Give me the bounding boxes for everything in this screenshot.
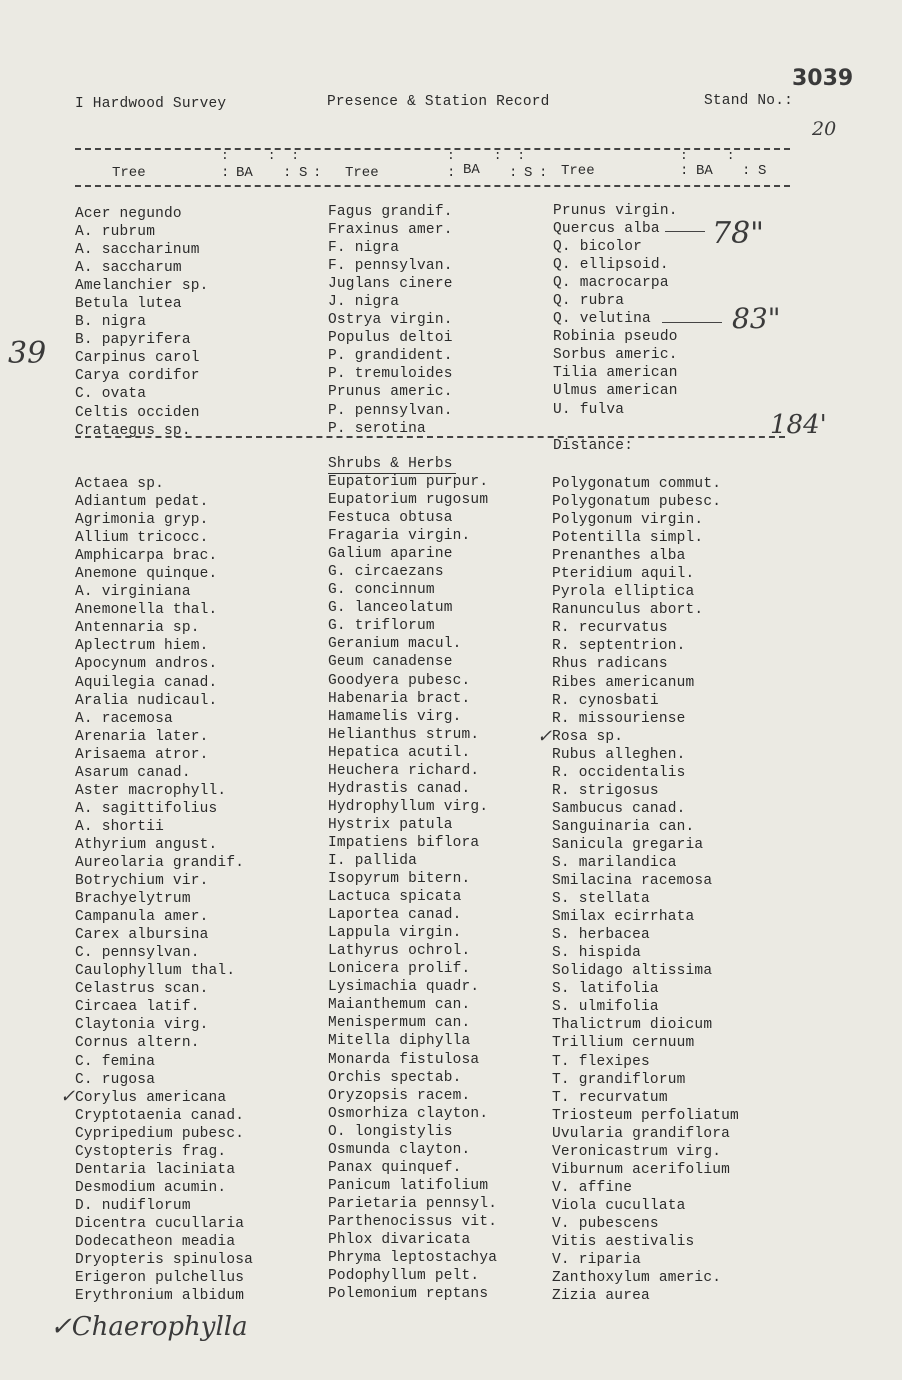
col-header-tree-2: Tree xyxy=(345,165,379,181)
list-item: Monarda fistulosa xyxy=(328,1051,480,1068)
list-item: Zanthoxylum americ. xyxy=(552,1270,722,1287)
list-item: Cypripedium pubesc. xyxy=(75,1125,245,1142)
list-item: V. pubescens xyxy=(552,1215,659,1232)
list-item: Sanguinaria can. xyxy=(552,818,695,835)
list-item: Aureolaria grandif. xyxy=(75,854,245,871)
list-item: S. marilandica xyxy=(552,854,677,871)
list-item: A. saccharum xyxy=(75,260,182,277)
list-item: Oryzopsis racem. xyxy=(328,1087,471,1104)
handwritten-note-velutina: 83" xyxy=(732,302,781,335)
herbs-column-2 xyxy=(328,473,497,1303)
list-item: Caulophyllum thal. xyxy=(75,963,236,980)
list-item: Parietaria pennsyl. xyxy=(328,1195,498,1212)
list-item: Robinia pseudo xyxy=(553,329,678,346)
list-item: Populus deltoi xyxy=(328,330,453,347)
list-item: Corylus americana xyxy=(75,1089,227,1106)
list-item: G. circaezans xyxy=(328,564,444,581)
header-rule-bottom xyxy=(75,185,790,187)
list-item: A. shortii xyxy=(75,818,165,835)
list-item: Asarum canad. xyxy=(75,764,191,781)
list-item: Cystopteris frag. xyxy=(75,1143,227,1160)
list-item: Uvularia grandiflora xyxy=(552,1125,731,1142)
list-item: Heuchera richard. xyxy=(328,762,480,779)
list-item: Pteridium aquil. xyxy=(552,566,695,583)
list-item: Trillium cernuum xyxy=(552,1035,695,1052)
herbs-column-1 xyxy=(75,475,253,1305)
list-item: Carya cordifor xyxy=(75,368,200,385)
section-rule xyxy=(75,436,785,438)
list-item: Brachyelytrum xyxy=(75,891,191,908)
list-item: Festuca obtusa xyxy=(328,510,453,527)
list-item: Smilax ecirrhata xyxy=(552,909,695,926)
list-item: Hystrix patula xyxy=(328,816,453,833)
list-item: S. ulmifolia xyxy=(552,999,659,1016)
list-item: C. ovata xyxy=(75,386,147,403)
list-item: A. virginiana xyxy=(75,584,191,601)
list-item: Habenaria bract. xyxy=(328,690,471,707)
handwritten-addition: ✓Chaerophylla xyxy=(50,1312,248,1342)
list-item: Actaea sp. xyxy=(75,476,165,492)
list-item: Laportea canad. xyxy=(328,907,462,924)
list-item: Hamamelis virg. xyxy=(328,708,462,725)
list-item: Zizia aurea xyxy=(552,1288,650,1305)
list-item: Menispermum can. xyxy=(328,1015,471,1032)
list-item: Podophyllum pelt. xyxy=(328,1268,480,1285)
list-item: Q. ellipsoid. xyxy=(553,257,669,274)
check-mark-icon: ✓ xyxy=(60,1086,76,1107)
list-item: Cryptotaenia canad. xyxy=(75,1107,245,1124)
col-header-s-2: S xyxy=(524,165,533,181)
list-item: G. lanceolatum xyxy=(328,600,453,617)
list-item: Fragaria virgin. xyxy=(328,528,471,545)
list-item: Helianthus strum. xyxy=(328,726,480,743)
list-item: A. rubrum xyxy=(75,224,156,241)
shrubs-herbs-heading: Shrubs & Herbs xyxy=(328,456,453,472)
list-item: Mitella diphylla xyxy=(328,1033,471,1050)
list-item: D. nudiflorum xyxy=(75,1197,191,1214)
list-item: Q. velutina xyxy=(553,311,651,328)
list-item: Hepatica acutil. xyxy=(328,744,471,761)
list-item: Panax quinquef. xyxy=(328,1159,462,1176)
list-item: Sorbus americ. xyxy=(553,347,678,364)
list-item: Osmunda clayton. xyxy=(328,1141,471,1158)
list-item: Botrychium vir. xyxy=(75,873,209,890)
list-item: Q. rubra xyxy=(553,293,625,310)
list-item: Rubus alleghen. xyxy=(552,746,686,763)
col-header-tree-3: Tree xyxy=(561,163,595,179)
list-item: C. pennsylvan. xyxy=(75,945,200,962)
list-item: Eupatorium rugosum xyxy=(328,492,489,509)
list-item: S. hispida xyxy=(552,945,642,962)
list-item: R. missouriense xyxy=(552,710,686,727)
list-item: Thalictrum dioicum xyxy=(552,1017,713,1034)
list-item: Geranium macul. xyxy=(328,636,462,653)
distance-label: Distance: xyxy=(553,438,634,454)
list-item: Polygonum virgin. xyxy=(552,512,704,529)
list-item: Campanula amer. xyxy=(75,909,209,926)
list-item: Lathyrus ochrol. xyxy=(328,943,471,960)
list-item: I. pallida xyxy=(328,852,418,869)
list-item: F. nigra xyxy=(328,240,400,257)
list-item: Polemonium reptans xyxy=(328,1286,489,1303)
list-item: G. triflorum xyxy=(328,618,435,635)
list-item: Agrimonia gryp. xyxy=(75,512,209,529)
list-item: Claytonia virg. xyxy=(75,1017,209,1034)
list-item: Solidago altissima xyxy=(552,963,713,980)
list-item: G. concinnum xyxy=(328,582,435,599)
col-header-ba-2: BA xyxy=(463,162,480,178)
trees-column-1 xyxy=(75,205,209,440)
list-item: Orchis spectab. xyxy=(328,1069,462,1086)
list-item: Prunus americ. xyxy=(328,384,453,401)
list-item: Sanicula gregaria xyxy=(552,836,704,853)
list-item: Cornus altern. xyxy=(75,1035,200,1052)
list-item: Phlox divaricata xyxy=(328,1231,471,1248)
list-item: P. grandident. xyxy=(328,348,453,365)
list-item: B. nigra xyxy=(75,314,147,331)
trees-column-2 xyxy=(328,203,453,438)
list-item: Phryma leptostachya xyxy=(328,1250,498,1267)
list-item: Celtis occiden xyxy=(75,404,200,421)
list-item: Potentilla simpl. xyxy=(552,530,704,547)
list-item: Ribes americanum xyxy=(552,674,695,691)
herbs-column-3 xyxy=(552,475,739,1305)
list-item: Fraxinus amer. xyxy=(328,222,453,239)
col-header-ba-1: BA xyxy=(236,165,253,181)
list-item: Crataegus sp. xyxy=(75,422,191,439)
list-item: Tilia american xyxy=(553,365,678,382)
stand-no-label: Stand No.: xyxy=(704,93,794,109)
list-item: T. grandiflorum xyxy=(552,1071,686,1088)
list-item: Antennaria sp. xyxy=(75,620,200,637)
list-item: Apocynum andros. xyxy=(75,656,218,673)
list-item: Athyrium angust. xyxy=(75,836,218,853)
list-item: Carex albursina xyxy=(75,927,209,944)
survey-title: I Hardwood Survey xyxy=(75,96,227,112)
list-item: Rhus radicans xyxy=(552,656,668,673)
list-item: Triosteum perfoliatum xyxy=(552,1107,739,1124)
list-item: Prenanthes alba xyxy=(552,548,686,565)
list-item: Impatiens biflora xyxy=(328,834,480,851)
list-item: Veronicastrum virg. xyxy=(552,1143,722,1160)
list-item: Aster macrophyll. xyxy=(75,782,227,799)
list-item: A. racemosa xyxy=(75,710,173,727)
list-item: Isopyrum bitern. xyxy=(328,871,471,888)
list-item: Parthenocissus vit. xyxy=(328,1213,498,1230)
list-item: C. femina xyxy=(75,1053,156,1070)
list-item: Amphicarpa brac. xyxy=(75,548,218,565)
list-item: Hydrophyllum virg. xyxy=(328,798,489,815)
list-item: Goodyera pubesc. xyxy=(328,672,471,689)
list-item: Quercus alba xyxy=(553,221,660,238)
list-item: S. stellata xyxy=(552,891,650,908)
list-item: Panicum latifolium xyxy=(328,1177,489,1194)
list-item: Aralia nudicaul. xyxy=(75,692,218,709)
list-item: Sambucus canad. xyxy=(552,800,686,817)
list-item: Aquilegia canad. xyxy=(75,674,218,691)
list-item: Anemone quinque. xyxy=(75,566,218,583)
list-item: Arisaema atror. xyxy=(75,746,209,763)
list-item: Viburnum acerifolium xyxy=(552,1161,731,1178)
list-item: P. tremuloides xyxy=(328,366,453,383)
list-item: O. longistylis xyxy=(328,1123,453,1140)
list-item: J. nigra xyxy=(328,294,400,311)
list-item: Rosa sp. xyxy=(552,728,624,745)
list-item: Viola cucullata xyxy=(552,1197,686,1214)
list-item: R. septentrion. xyxy=(552,638,686,655)
handwritten-note-quercus-alba: 78" xyxy=(712,216,764,251)
list-item: Carpinus carol xyxy=(75,350,200,367)
list-item: Maianthemum can. xyxy=(328,997,471,1014)
list-item: Ranunculus abort. xyxy=(552,602,704,619)
list-item: Dentaria laciniata xyxy=(75,1161,236,1178)
list-item: P. serotina xyxy=(328,420,426,437)
list-item: Fagus grandif. xyxy=(328,204,453,220)
list-item: R. strigosus xyxy=(552,782,659,799)
list-item: S. latifolia xyxy=(552,981,659,998)
record-title: Presence & Station Record xyxy=(327,94,550,110)
list-item: Vitis aestivalis xyxy=(552,1233,695,1250)
list-item: Circaea latif. xyxy=(75,999,200,1016)
list-item: F. pennsylvan. xyxy=(328,258,453,275)
list-item: Erythronium albidum xyxy=(75,1288,245,1305)
list-item: Osmorhiza clayton. xyxy=(328,1105,489,1122)
list-item: Lonicera prolif. xyxy=(328,961,471,978)
col-header-s-3: S xyxy=(758,163,767,179)
list-item: Juglans cinere xyxy=(328,276,453,293)
list-item: R. recurvatus xyxy=(552,620,668,637)
list-item: Q. bicolor xyxy=(553,239,643,256)
list-item: Adiantum pedat. xyxy=(75,494,209,511)
list-item: Allium tricocc. xyxy=(75,530,209,547)
list-item: Galium aparine xyxy=(328,546,453,563)
list-item: T. flexipes xyxy=(552,1053,650,1070)
list-item: S. herbacea xyxy=(552,927,650,944)
list-item: Celastrus scan. xyxy=(75,981,209,998)
col-header-s-1: S xyxy=(299,165,308,181)
list-item: Arenaria later. xyxy=(75,728,209,745)
list-item: Lysimachia quadr. xyxy=(328,979,480,996)
list-item: R. occidentalis xyxy=(552,764,686,781)
list-item: Desmodium acumin. xyxy=(75,1179,227,1196)
list-item: R. cynosbati xyxy=(552,692,659,709)
list-item: B. papyrifera xyxy=(75,332,191,349)
list-item: Q. macrocarpa xyxy=(553,275,669,292)
handwritten-margin-number: 39 xyxy=(8,336,47,371)
stand-number-stamp: 3039 xyxy=(792,66,854,91)
list-item: Amelanchier sp. xyxy=(75,278,209,295)
list-item: Ulmus american xyxy=(553,383,678,400)
list-item: Lactuca spicata xyxy=(328,889,462,906)
list-item: Anemonella thal. xyxy=(75,602,218,619)
check-mark-icon: ✓ xyxy=(537,726,553,747)
list-item: V. riparia xyxy=(552,1252,642,1269)
stand-number-handwritten: 20 xyxy=(812,118,837,140)
list-item: A. saccharinum xyxy=(75,242,200,259)
list-item: Pyrola elliptica xyxy=(552,584,695,601)
list-item: Geum canadense xyxy=(328,654,453,671)
list-item: Hydrastis canad. xyxy=(328,780,471,797)
handwritten-distance: 184' xyxy=(770,410,827,440)
list-item: V. affine xyxy=(552,1179,633,1196)
list-item: Prunus virgin. xyxy=(553,203,678,219)
list-item: Ostrya virgin. xyxy=(328,312,453,329)
list-item: Lappula virgin. xyxy=(328,925,462,942)
list-item: A. sagittifolius xyxy=(75,800,218,817)
list-item: Aplectrum hiem. xyxy=(75,638,209,655)
list-item: U. fulva xyxy=(553,401,625,418)
list-item: Polygonatum pubesc. xyxy=(552,494,722,511)
list-item: P. pennsylvan. xyxy=(328,402,453,419)
list-item: Erigeron pulchellus xyxy=(75,1270,245,1287)
list-item: Acer negundo xyxy=(75,206,182,222)
list-item: Eupatorium purpur. xyxy=(328,474,489,490)
col-header-ba-3: BA xyxy=(696,163,713,179)
list-item: Polygonatum commut. xyxy=(552,476,722,492)
list-item: T. recurvatum xyxy=(552,1089,668,1106)
list-item: Dodecatheon meadia xyxy=(75,1233,236,1250)
list-item: Betula lutea xyxy=(75,296,182,313)
list-item: Dryopteris spinulosa xyxy=(75,1252,254,1269)
col-header-tree-1: Tree xyxy=(112,165,146,181)
list-item: C. rugosa xyxy=(75,1071,156,1088)
trees-column-3 xyxy=(553,202,678,419)
survey-sheet: I Hardwood Survey Presence & Station Record Stand No.: 3039 20 : : : : : : : : Tree : BA : S : Tree : BA : S : Tree : BA : S Acer negundo A. rubrum A. saccharinum A. saccharum Amelanchier sp. Betula lutea B. nigra B. papyrifera Carpinus carol Carya cordifor C. ovata Celtis occiden Crataegus sp. Fagus grandif. Fraxinus amer. F. nigra F. pennsylvan. Juglans cinere J. nigra Ostrya virgin. Populus deltoi P. grandident. P. tremuloides Prunus americ. P. pennsylvan. P. serotina Prunus virgin. Quercus alba Q. bicolor Q. ellipsoid. Q. macrocarpa Q. rubra Q. velutina Robinia pseudo Sorbus americ. Tilia american Ulmus american U. fulva 78" 83" 39 184' Distance: Shrubs & Herbs Actaea sp. Adiantum pedat. Agrimonia gryp. Allium tricocc. Amphicarpa brac. Anemone quinque. A. virginiana Anemonella thal. Antennaria sp. Aplectrum hiem. Apocynum andros. Aquilegia canad. Aralia nudicaul. A. racemosa Arenaria later. Arisaema atror. Asarum canad. Aster macrophyll. A. sagittifolius A. shortii Athyrium angust. Aureolaria grandif. Botrychium vir. Brachyelytrum Campanula amer. Carex albursina C. pennsylvan. Caulophyllum thal. Celastrus scan. Circaea latif. Claytonia virg. Cornus altern. C. femina C. rugosa Corylus americana Cryptotaenia canad. Cypripedium pubesc. Cystopteris frag. Dentaria laciniata Desmodium acumin. D. nudiflorum Dicentra cucullaria Dodecatheon meadia Dryopteris spinulosa Erigeron pulchellus Erythronium albidum Eupatorium purpur. Eupatorium rugosum Festuca obtusa Fragaria virgin. Galium aparine G. circaezans G. concinnum G. lanceolatum G. triflorum Geranium macul. Geum canadense Goodyera pubesc. Habenaria bract. Hamamelis virg. Helianthus strum. Hepatica acutil. Heuchera richard. Hydrastis canad. Hydrophyllum virg. Hystrix patula Impatiens biflora I. pallida Isopyrum bitern. Lactuca spicata Laportea canad. Lappula virgin. Lathyrus ochrol. Lonicera prolif. Lysimachia quadr. Maianthemum can. Menispermum can. Mitella diphylla Monarda fistulosa Orchis spectab. Oryzopsis racem. Osmorhiza clayton. O. longistylis Osmunda clayton. Panax quinquef. Panicum latifolium Parietaria pennsyl. Parthenocissus vit. Phlox divaricata Phryma leptostachya Podophyllum pelt. Polemonium reptans Polygonatum commut. Polygonatum pubesc. Polygonum virgin. Potentilla simpl. Prenanthes alba Pteridium aquil. Pyrola elliptica Ranunculus abort. R. recurvatus R. septentrion. Rhus radicans Ribes americanum R. cynosbati R. missouriense Rosa sp. Rubus alleghen. R. occidentalis R. strigosus Sambucus canad. Sanguinaria can. Sanicula gregaria S. marilandica Smilacina racemosa S. stellata Smilax ecirrhata S. herbacea S. hispida Solidago altissima S. latifolia S. ulmifolia Thalictrum dioicum Trillium cernuum T. flexipes T. grandiflorum T. recurvatum Triosteum perfoliatum Uvularia grandiflora Veronicastrum virg. Viburnum acerifolium V. affine Viola cucullata V. pubescens Vitis aestivalis V. riparia Zanthoxylum americ. Zizia aurea ✓ ✓ ✓Chaerophylla xyxy=(8,66,854,1342)
list-item: Dicentra cucullaria xyxy=(75,1215,245,1232)
list-item: Smilacina racemosa xyxy=(552,873,713,890)
